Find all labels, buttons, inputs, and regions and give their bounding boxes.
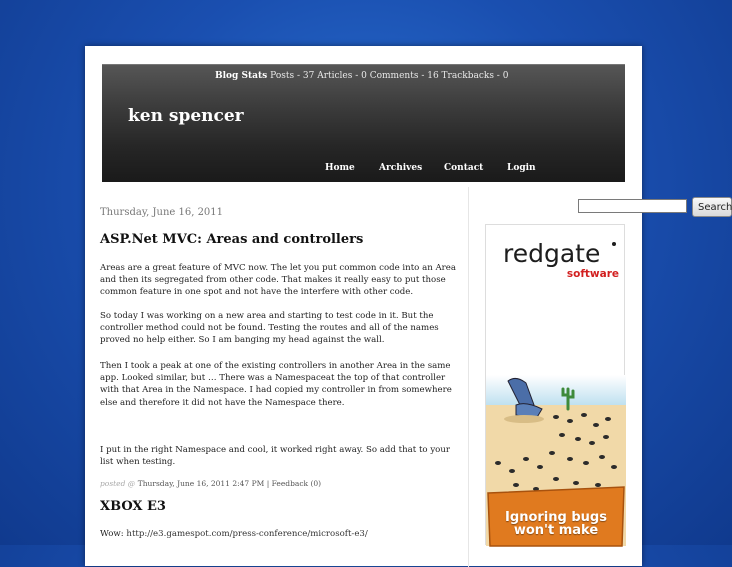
post-paragraph-4: I put in the right Namespace and cool, it worked right away. So add that to your list when testing.	[100, 445, 450, 468]
wow-label: Wow:	[100, 529, 124, 539]
blog-stats-text: Posts - 37 Articles - 0 Comments - 16 Trackbacks - 0	[270, 71, 509, 81]
post-2-body	[100, 529, 368, 539]
redgate-brand: redgate	[503, 239, 601, 268]
nav-contact[interactable]: Contact	[444, 163, 484, 173]
blog-stats	[215, 71, 508, 81]
redgate-ad-banner[interactable]	[485, 224, 625, 545]
redgate-logo	[501, 235, 621, 281]
ad-tagline-1: Ignoring bugs	[505, 510, 607, 525]
sand-mound	[504, 415, 544, 423]
blog-stats-label: Blog Stats	[215, 71, 268, 81]
search-button[interactable]: Search	[692, 197, 732, 217]
registered-mark	[612, 242, 616, 246]
e3-link[interactable]: http://e3.gamespot.com/press-conference/microsoft-e3/	[126, 529, 368, 539]
nav-login[interactable]: Login	[507, 163, 536, 173]
ad-tagline-2: won't make	[513, 523, 599, 538]
post-meta	[100, 479, 321, 488]
ad-sky	[486, 375, 626, 405]
nav-home[interactable]: Home	[325, 163, 355, 173]
column-divider	[468, 187, 469, 567]
post-paragraph-3: Then I took a peak at one of the existing controllers in another Area in the same app. Looked similar, but … There was a Namespaceat the top of that controller with that Area in the Namespace. I had copied my controller in from somewhere else and therefore it did not have the Namespace there.	[100, 361, 452, 408]
ad-tagline	[486, 511, 626, 537]
search-input[interactable]	[578, 199, 687, 213]
post-title[interactable]: ASP.Net MVC: Areas and controllers	[100, 232, 364, 247]
post-date: Thursday, June 16, 2011	[100, 207, 224, 218]
post-title-2[interactable]: XBOX E3	[100, 499, 166, 514]
site-title[interactable]: ken spencer	[128, 106, 244, 126]
redgate-sub: software	[566, 268, 619, 280]
post-meta-text[interactable]: Thursday, June 16, 2011 2:47 PM | Feedback (0)	[137, 479, 322, 488]
post-paragraph-1: Areas are a great feature of MVC now. The let you put common code into an Area and then its segregated from other code. That makes it really easy to put those common feature in one spot and not have the interfere with other code.	[100, 263, 456, 298]
post-paragraph-2: So today I was working on a new area and starting to test code in it. But the controller method could not be found. Testing the routes and all of the names proved no help either. So I am banging my head against the wall.	[100, 311, 439, 346]
posted-at-label: posted @	[100, 479, 136, 488]
nav-archives[interactable]: Archives	[379, 163, 423, 173]
blog-header	[102, 64, 625, 182]
